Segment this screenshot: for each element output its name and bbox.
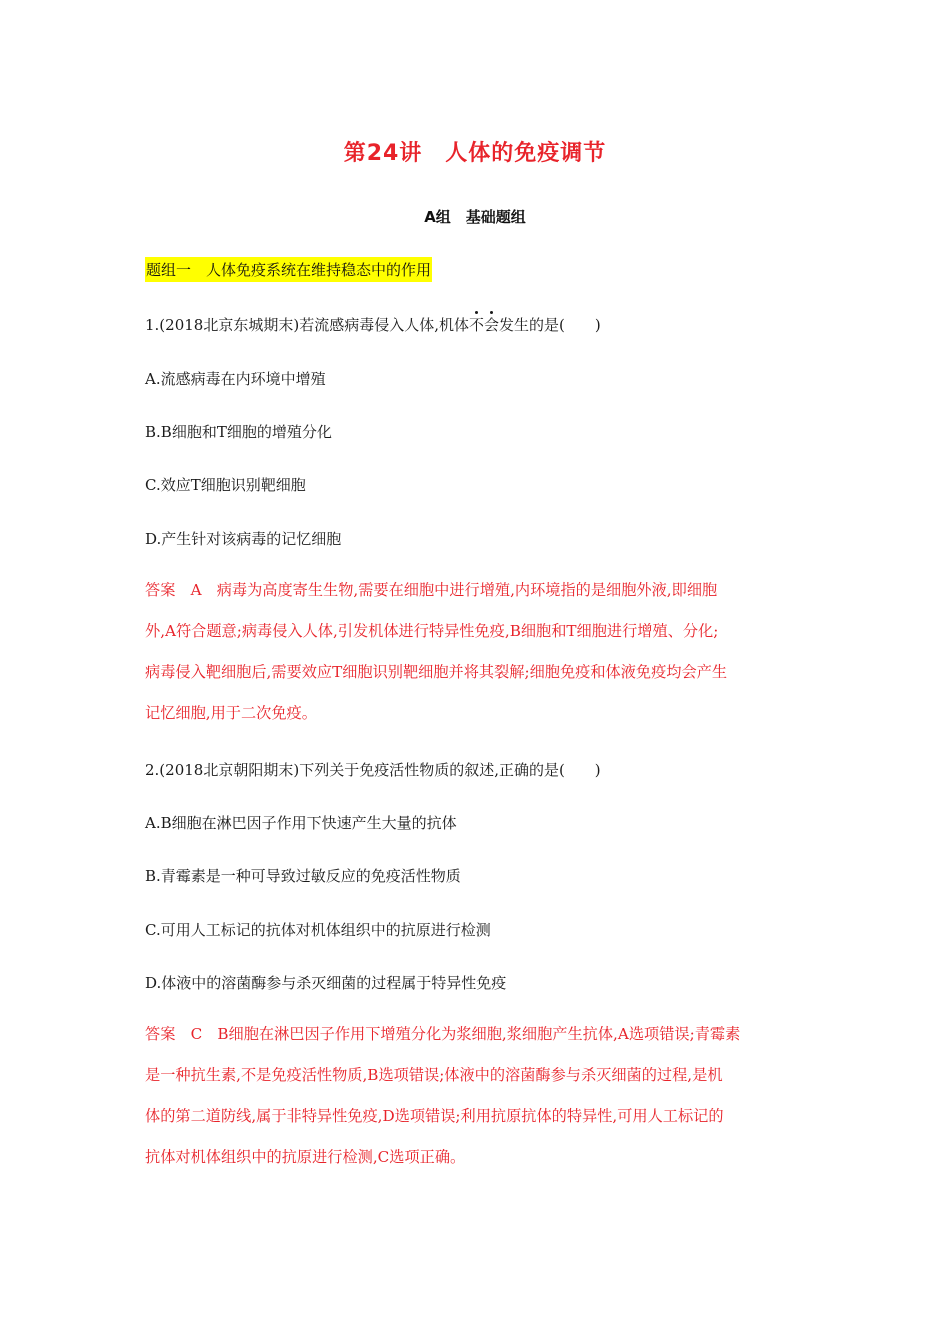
answer-line: 答案 A 病毒为高度寄生生物,需要在细胞中进行增殖,内环境指的是细胞外液,即细胞 [145, 581, 718, 599]
question-1-option-b: B.B细胞和T细胞的增殖分化 [145, 423, 332, 441]
answer-line: 体的第二道防线,属于非特异性免疫,D选项错误;利用抗原抗体的特异性,可用人工标记的 [145, 1107, 724, 1125]
question-1-stem [145, 314, 601, 335]
question-1-answer [145, 570, 809, 734]
question-1-option-a: A.流感病毒在内环境中增殖 [145, 370, 326, 388]
emphasis-char: 不 [468, 316, 484, 334]
answer-line: 记忆细胞,用于二次免疫。 [145, 704, 317, 722]
question-2-option-c: C.可用人工标记的抗体对机体组织中的抗原进行检测 [145, 921, 491, 939]
question-2-answer [145, 1014, 809, 1178]
answer-line: 病毒侵入靶细胞后,需要效应T细胞识别靶细胞并将其裂解;细胞免疫和体液免疫均会产生 [145, 663, 728, 681]
emphasis-char: 会 [483, 316, 499, 334]
question-2-option-b: B.青霉素是一种可导致过敏反应的免疫活性物质 [145, 867, 461, 885]
question-1-option-d: D.产生针对该病毒的记忆细胞 [145, 530, 342, 548]
answer-line: 抗体对机体组织中的抗原进行检测,C选项正确。 [145, 1148, 466, 1166]
page-title: 第24讲 人体的免疫调节 [343, 141, 607, 166]
question-2-stem: 2.(2018北京朝阳期末)下列关于免疫活性物质的叙述,正确的是( ) [145, 761, 601, 779]
question-1-option-c: C.效应T细胞识别靶细胞 [145, 476, 306, 494]
section-heading: A组 基础题组 [424, 208, 526, 226]
question-1-stem-tail: 发生的是( ) [499, 316, 601, 334]
answer-line: 是一种抗生素,不是免疫活性物质,B选项错误;体液中的溶菌酶参与杀灭细菌的过程,是机 [145, 1066, 723, 1084]
topic-highlight: 题组一 人体免疫系统在维持稳态中的作用 [145, 257, 432, 282]
question-2-option-a: A.B细胞在淋巴因子作用下快速产生大量的抗体 [145, 814, 457, 832]
answer-line: 外,A符合题意;病毒侵入人体,引发机体进行特异性免疫,B细胞和T细胞进行增殖、分化; [145, 622, 719, 640]
answer-line: 答案 C B细胞在淋巴因子作用下增殖分化为浆细胞,浆细胞产生抗体,A选项错误;青霉素 [145, 1025, 741, 1043]
question-1-stem-text: 1.(2018北京东城期末)若流感病毒侵入人体,机体 [145, 316, 469, 334]
question-2-option-d: D.体液中的溶菌酶参与杀灭细菌的过程属于特异性免疫 [145, 974, 507, 992]
